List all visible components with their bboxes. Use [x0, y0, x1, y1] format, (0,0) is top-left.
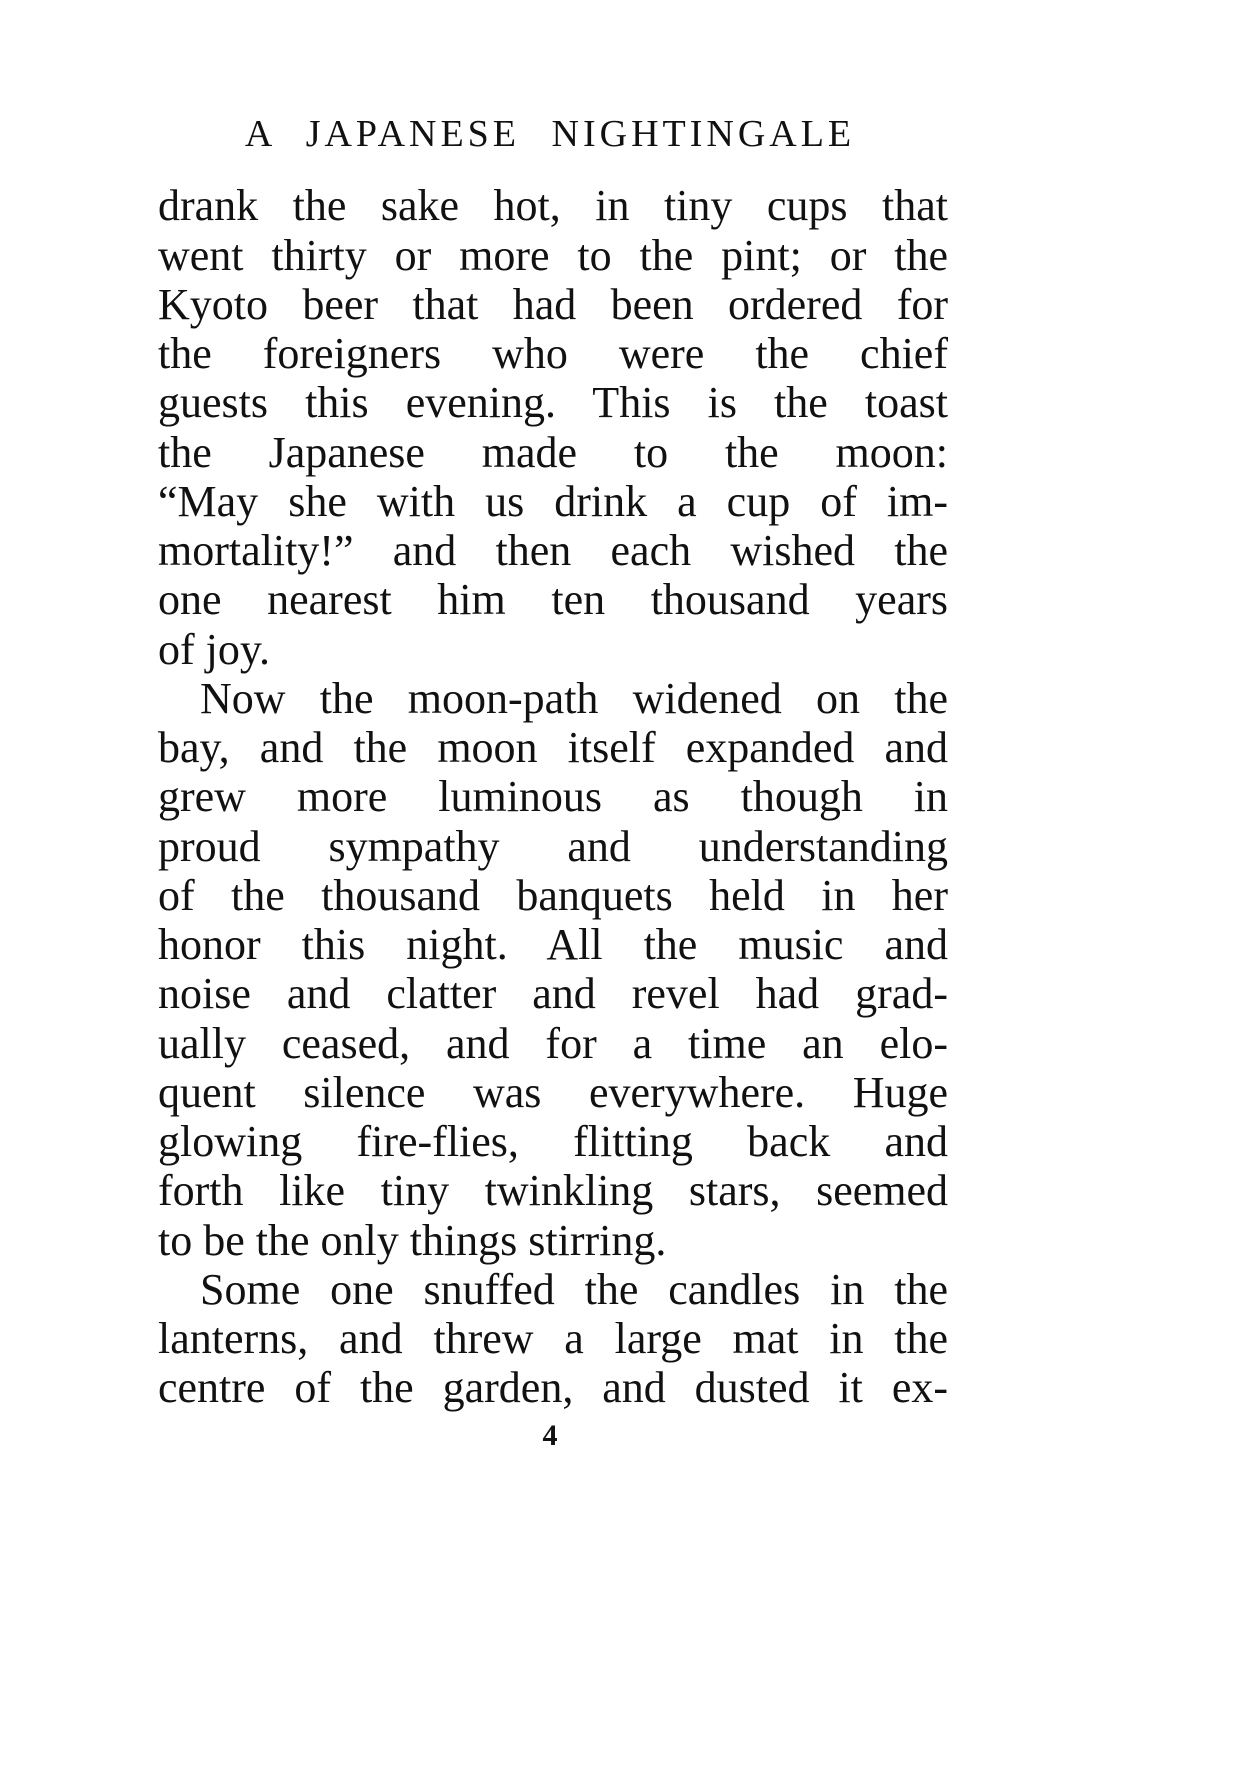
text-line: went thirty or more to the pint; or the [158, 231, 948, 280]
text-line: noise and clatter and revel had grad- [158, 969, 948, 1018]
text-line: forth like tiny twinkling stars, seemed [158, 1166, 948, 1215]
page-number: 4 [542, 1419, 558, 1452]
text-line: Kyoto beer that had been ordered for [158, 280, 948, 329]
text-line: quent silence was everywhere. Huge [158, 1068, 948, 1117]
paragraph-start-line: Now the moon-path widened on the [200, 674, 948, 723]
text-line: one nearest him ten thousand years [158, 575, 948, 624]
running-head: A JAPANESE NIGHTINGALE [244, 113, 856, 155]
text-line: the foreigners who were the chief [158, 329, 948, 378]
text-line: honor this night. All the music and [158, 920, 948, 969]
text-line: the Japanese made to the moon: [158, 428, 948, 477]
text-line: of joy. [158, 625, 271, 674]
text-line: grew more luminous as though in [158, 772, 948, 821]
text-line: centre of the garden, and dusted it ex- [158, 1363, 948, 1412]
text-line: proud sympathy and understanding [158, 822, 948, 871]
text-line: mortality!” and then each wished the [158, 526, 948, 575]
text-line: glowing fire-flies, flitting back and [158, 1117, 948, 1166]
text-line: to be the only things stirring. [158, 1216, 667, 1265]
text-line: guests this evening. This is the toast [158, 378, 948, 427]
text-line: lanterns, and threw a large mat in the [158, 1314, 948, 1363]
text-line: ually ceased, and for a time an elo- [158, 1019, 948, 1068]
text-line: of the thousand banquets held in her [158, 871, 948, 920]
text-line: “May she with us drink a cup of im- [158, 477, 948, 526]
text-line: drank the sake hot, in tiny cups that [158, 181, 948, 230]
paragraph-start-line: Some one snuffed the candles in the [200, 1265, 948, 1314]
text-line: bay, and the moon itself expanded and [158, 723, 948, 772]
